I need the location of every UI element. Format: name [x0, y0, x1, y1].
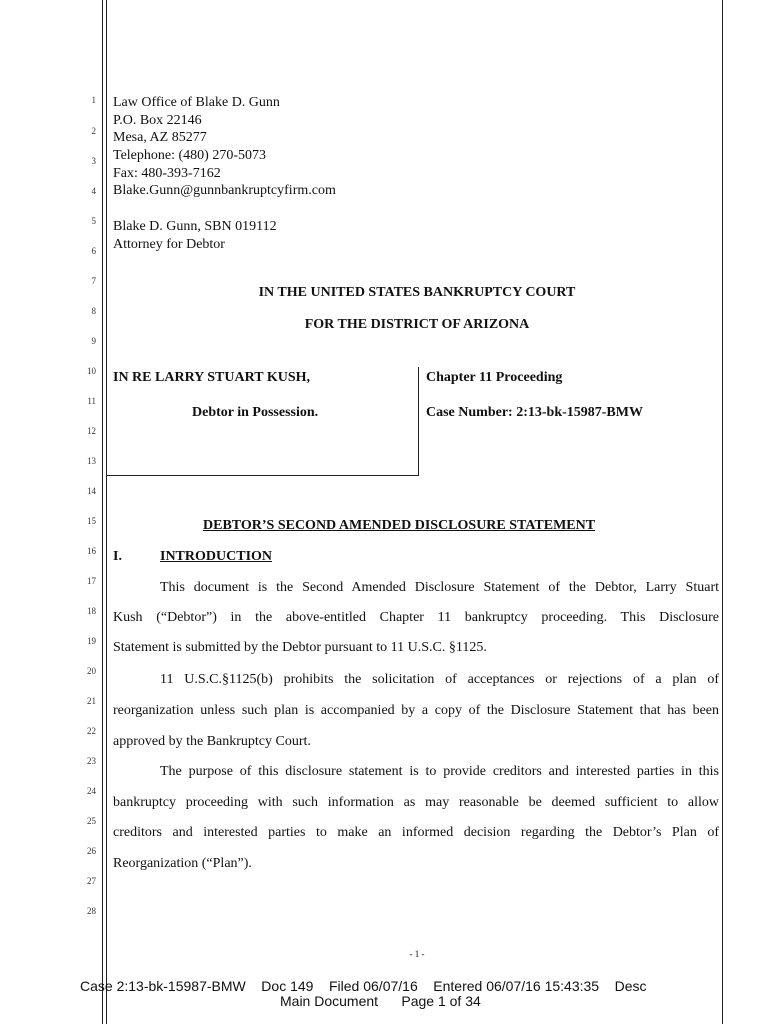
body-line: bankruptcy proceeding with such information as may reasonable be deemed sufficient to allow — [113, 795, 719, 810]
line-number: 5 — [91, 216, 96, 226]
caption-debtor-status: Debtor in Possession. — [192, 405, 319, 420]
line-number: 6 — [91, 246, 96, 256]
line-number: 13 — [87, 456, 96, 466]
section-number: I. — [113, 549, 122, 564]
line-number: 3 — [91, 156, 96, 166]
body-line: This document is the Second Amended Disclosure Statement of the Debtor, Larry Stuart — [160, 580, 719, 595]
line-number: 16 — [87, 546, 96, 556]
line-number: 22 — [87, 726, 96, 736]
court-name: IN THE UNITED STATES BANKRUPTCY COURT — [258, 285, 576, 300]
line-number: 23 — [87, 756, 96, 766]
body-line: 11 U.S.C.§1125(b) prohibits the solicitation of acceptances or rejections of a plan of — [160, 672, 719, 687]
line-number: 7 — [91, 276, 96, 286]
line-number: 18 — [87, 606, 96, 616]
line-number: 14 — [87, 486, 96, 496]
line-number: 11 — [87, 396, 96, 406]
line-number: 28 — [87, 906, 96, 916]
caption-divider-horizontal — [106, 475, 419, 476]
line-number: 27 — [87, 876, 96, 886]
line-number: 15 — [87, 516, 96, 526]
caption-divider-vertical — [418, 367, 419, 476]
attorney-email: Blake.Gunn@gunnbankruptcyfirm.com — [113, 183, 336, 198]
attorney-name: Blake D. Gunn, SBN 019112 — [113, 219, 277, 234]
body-line: Reorganization (“Plan”). — [113, 856, 252, 871]
attorney-fax: Fax: 480-393-7162 — [113, 166, 221, 181]
line-number: 17 — [87, 576, 96, 586]
line-number: 12 — [87, 426, 96, 436]
body-line: Statement is submitted by the Debtor pursuant to 11 U.S.C. §1125. — [113, 640, 487, 655]
line-number: 26 — [87, 846, 96, 856]
attorney-telephone: Telephone: (480) 270-5073 — [113, 148, 266, 163]
line-number: 19 — [87, 636, 96, 646]
caption-chapter: Chapter 11 Proceeding — [426, 370, 563, 385]
document-title: DEBTOR’S SECOND AMENDED DISCLOSURE STATEMENT — [203, 518, 596, 533]
line-number: 1 — [91, 95, 96, 105]
line-number: 25 — [87, 816, 96, 826]
right-margin-rule — [722, 0, 723, 1024]
section-heading: INTRODUCTION — [160, 549, 273, 564]
line-number: 4 — [91, 186, 96, 196]
caption-in-re: IN RE LARRY STUART KUSH, — [113, 370, 310, 385]
line-number: 21 — [87, 696, 96, 706]
line-number: 2 — [91, 126, 96, 136]
line-number: 8 — [91, 306, 96, 316]
page-number: - 1 - — [409, 949, 425, 959]
line-number: 24 — [87, 786, 96, 796]
left-margin-rule-inner — [106, 0, 107, 1024]
line-number: 9 — [91, 336, 96, 346]
attorney-role: Attorney for Debtor — [113, 237, 225, 252]
body-line: creditors and interested parties to make an informed decision regarding the Debtor’s Plan of — [113, 825, 719, 840]
body-line: The purpose of this disclosure statement is to provide creditors and interested parties in this — [160, 764, 719, 779]
line-number: 10 — [87, 366, 96, 376]
line-number: 20 — [87, 666, 96, 676]
filing-stamp-line1: Case 2:13-bk-15987-BMW Doc 149 Filed 06/07/16 Entered 06/07/16 15:43:35 Desc — [80, 978, 647, 994]
filing-stamp-line2: Main Document Page 1 of 34 — [280, 993, 481, 1009]
body-line: reorganization unless such plan is accompanied by a copy of the Disclosure Statement that has been — [113, 703, 719, 718]
caption-case-number: Case Number: 2:13-bk-15987-BMW — [426, 405, 643, 420]
court-district: FOR THE DISTRICT OF ARIZONA — [304, 317, 530, 332]
attorney-po-box: P.O. Box 22146 — [113, 113, 202, 128]
body-line: approved by the Bankruptcy Court. — [113, 734, 311, 749]
attorney-city: Mesa, AZ 85277 — [113, 130, 207, 145]
attorney-office: Law Office of Blake D. Gunn — [113, 95, 280, 110]
left-margin-rule-outer — [102, 0, 103, 1024]
body-line: Kush (“Debtor”) in the above-entitled Chapter 11 bankruptcy proceeding. This Disclosure — [113, 610, 719, 625]
